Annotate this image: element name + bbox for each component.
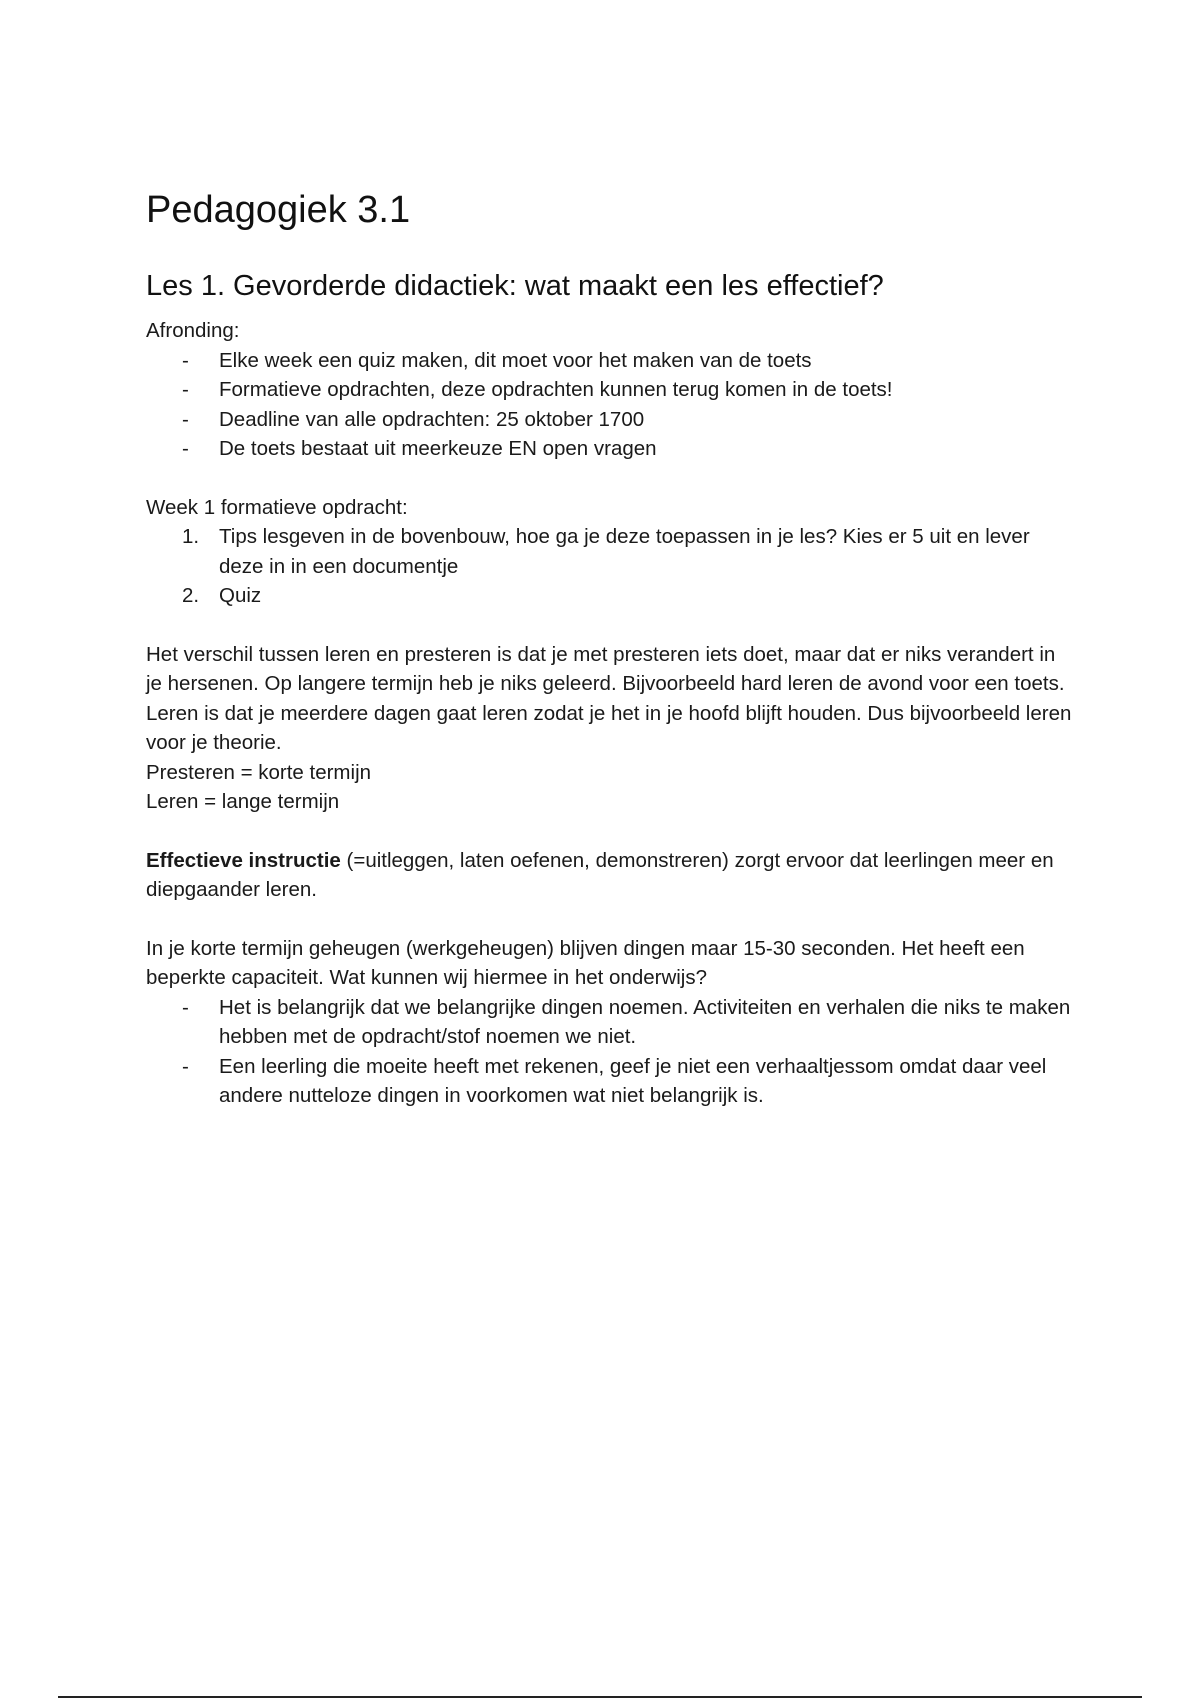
geheugen-paragraph: In je korte termijn geheugen (werkgeheugen) blijven dingen maar 15-30 seconden. Het heeft een beperkte capaciteit. Wat kunnen wij hiermee in het onderwijs? xyxy=(146,936,1025,989)
week1-label: Week 1 formatieve opdracht: xyxy=(146,495,408,519)
spacer xyxy=(146,464,1076,493)
spacer xyxy=(146,611,1076,640)
list-item: - Het is belangrijk dat we belangrijke dingen noemen. Activiteiten en verhalen die niks te maken hebben met de opdracht/stof noemen we niet. xyxy=(146,993,1076,1052)
spacer xyxy=(146,905,1076,934)
bullet-dash: - xyxy=(182,348,189,372)
document-title: Pedagogiek 3.1 xyxy=(146,189,411,231)
afronding-list xyxy=(146,346,1076,464)
list-item: - Formatieve opdrachten, deze opdrachten kunnen terug komen in de toets! xyxy=(146,375,1076,405)
afronding-label: Afronding: xyxy=(146,319,240,342)
list-item: - De toets bestaat uit meerkeuze EN open vragen xyxy=(146,434,1076,464)
spacer xyxy=(146,817,1076,846)
instructie-paragraph xyxy=(146,846,1076,905)
list-item: - Elke week een quiz maken, dit moet voor het maken van de toets xyxy=(146,346,1076,376)
list-number: 1. xyxy=(182,525,200,548)
leren-line: Leren = lange termijn xyxy=(146,790,340,813)
instructie-bold-term: Effectieve instructie xyxy=(146,848,341,872)
geheugen-list xyxy=(146,993,1076,1111)
list-item: 1. Tips lesgeven in de bovenbouw, hoe ga je deze toepassen in je les? Kies er 5 uit en lever deze in in een documentje xyxy=(146,522,1076,581)
bullet-dash: - xyxy=(182,378,189,401)
leren-presteren-paragraph: Het verschil tussen leren en presteren is dat je met presteren iets doet, maar dat er niks verandert in je hersenen. Op langere termijn heb je niks geleerd. Bijvoorbeeld hard leren de avond voor een toets. Leren is dat je meerdere dagen gaat leren zodat je het in je hoofd blijft houden. Dus bijvoorbeeld leren voor je theorie. xyxy=(146,642,1072,754)
list-item: 2. Quiz xyxy=(146,581,1076,611)
page-bottom-rule xyxy=(58,1696,1142,1698)
list-number: 2. xyxy=(182,584,200,607)
bullet-dash: - xyxy=(182,1054,189,1078)
bullet-dash: - xyxy=(182,437,189,460)
document-content xyxy=(146,182,1076,1111)
section-heading: Les 1. Gevorderde didactiek: wat maakt een les effectief? xyxy=(146,270,884,302)
bullet-dash: - xyxy=(182,995,189,1019)
presteren-line: Presteren = korte termijn xyxy=(146,760,372,784)
list-item: - Deadline van alle opdrachten: 25 oktober 1700 xyxy=(146,405,1076,435)
bullet-dash: - xyxy=(182,407,189,431)
list-item: - Een leerling die moeite heeft met rekenen, geef je niet een verhaaltjessom omdat daar veel andere nutteloze dingen in voorkomen wat niet belangrijk is. xyxy=(146,1052,1076,1111)
instructie-rest: (=uitleggen, laten oefenen, demonstreren) zorgt ervoor dat leerlingen meer en diepgaander leren. xyxy=(146,848,1054,901)
week1-list xyxy=(146,522,1076,611)
